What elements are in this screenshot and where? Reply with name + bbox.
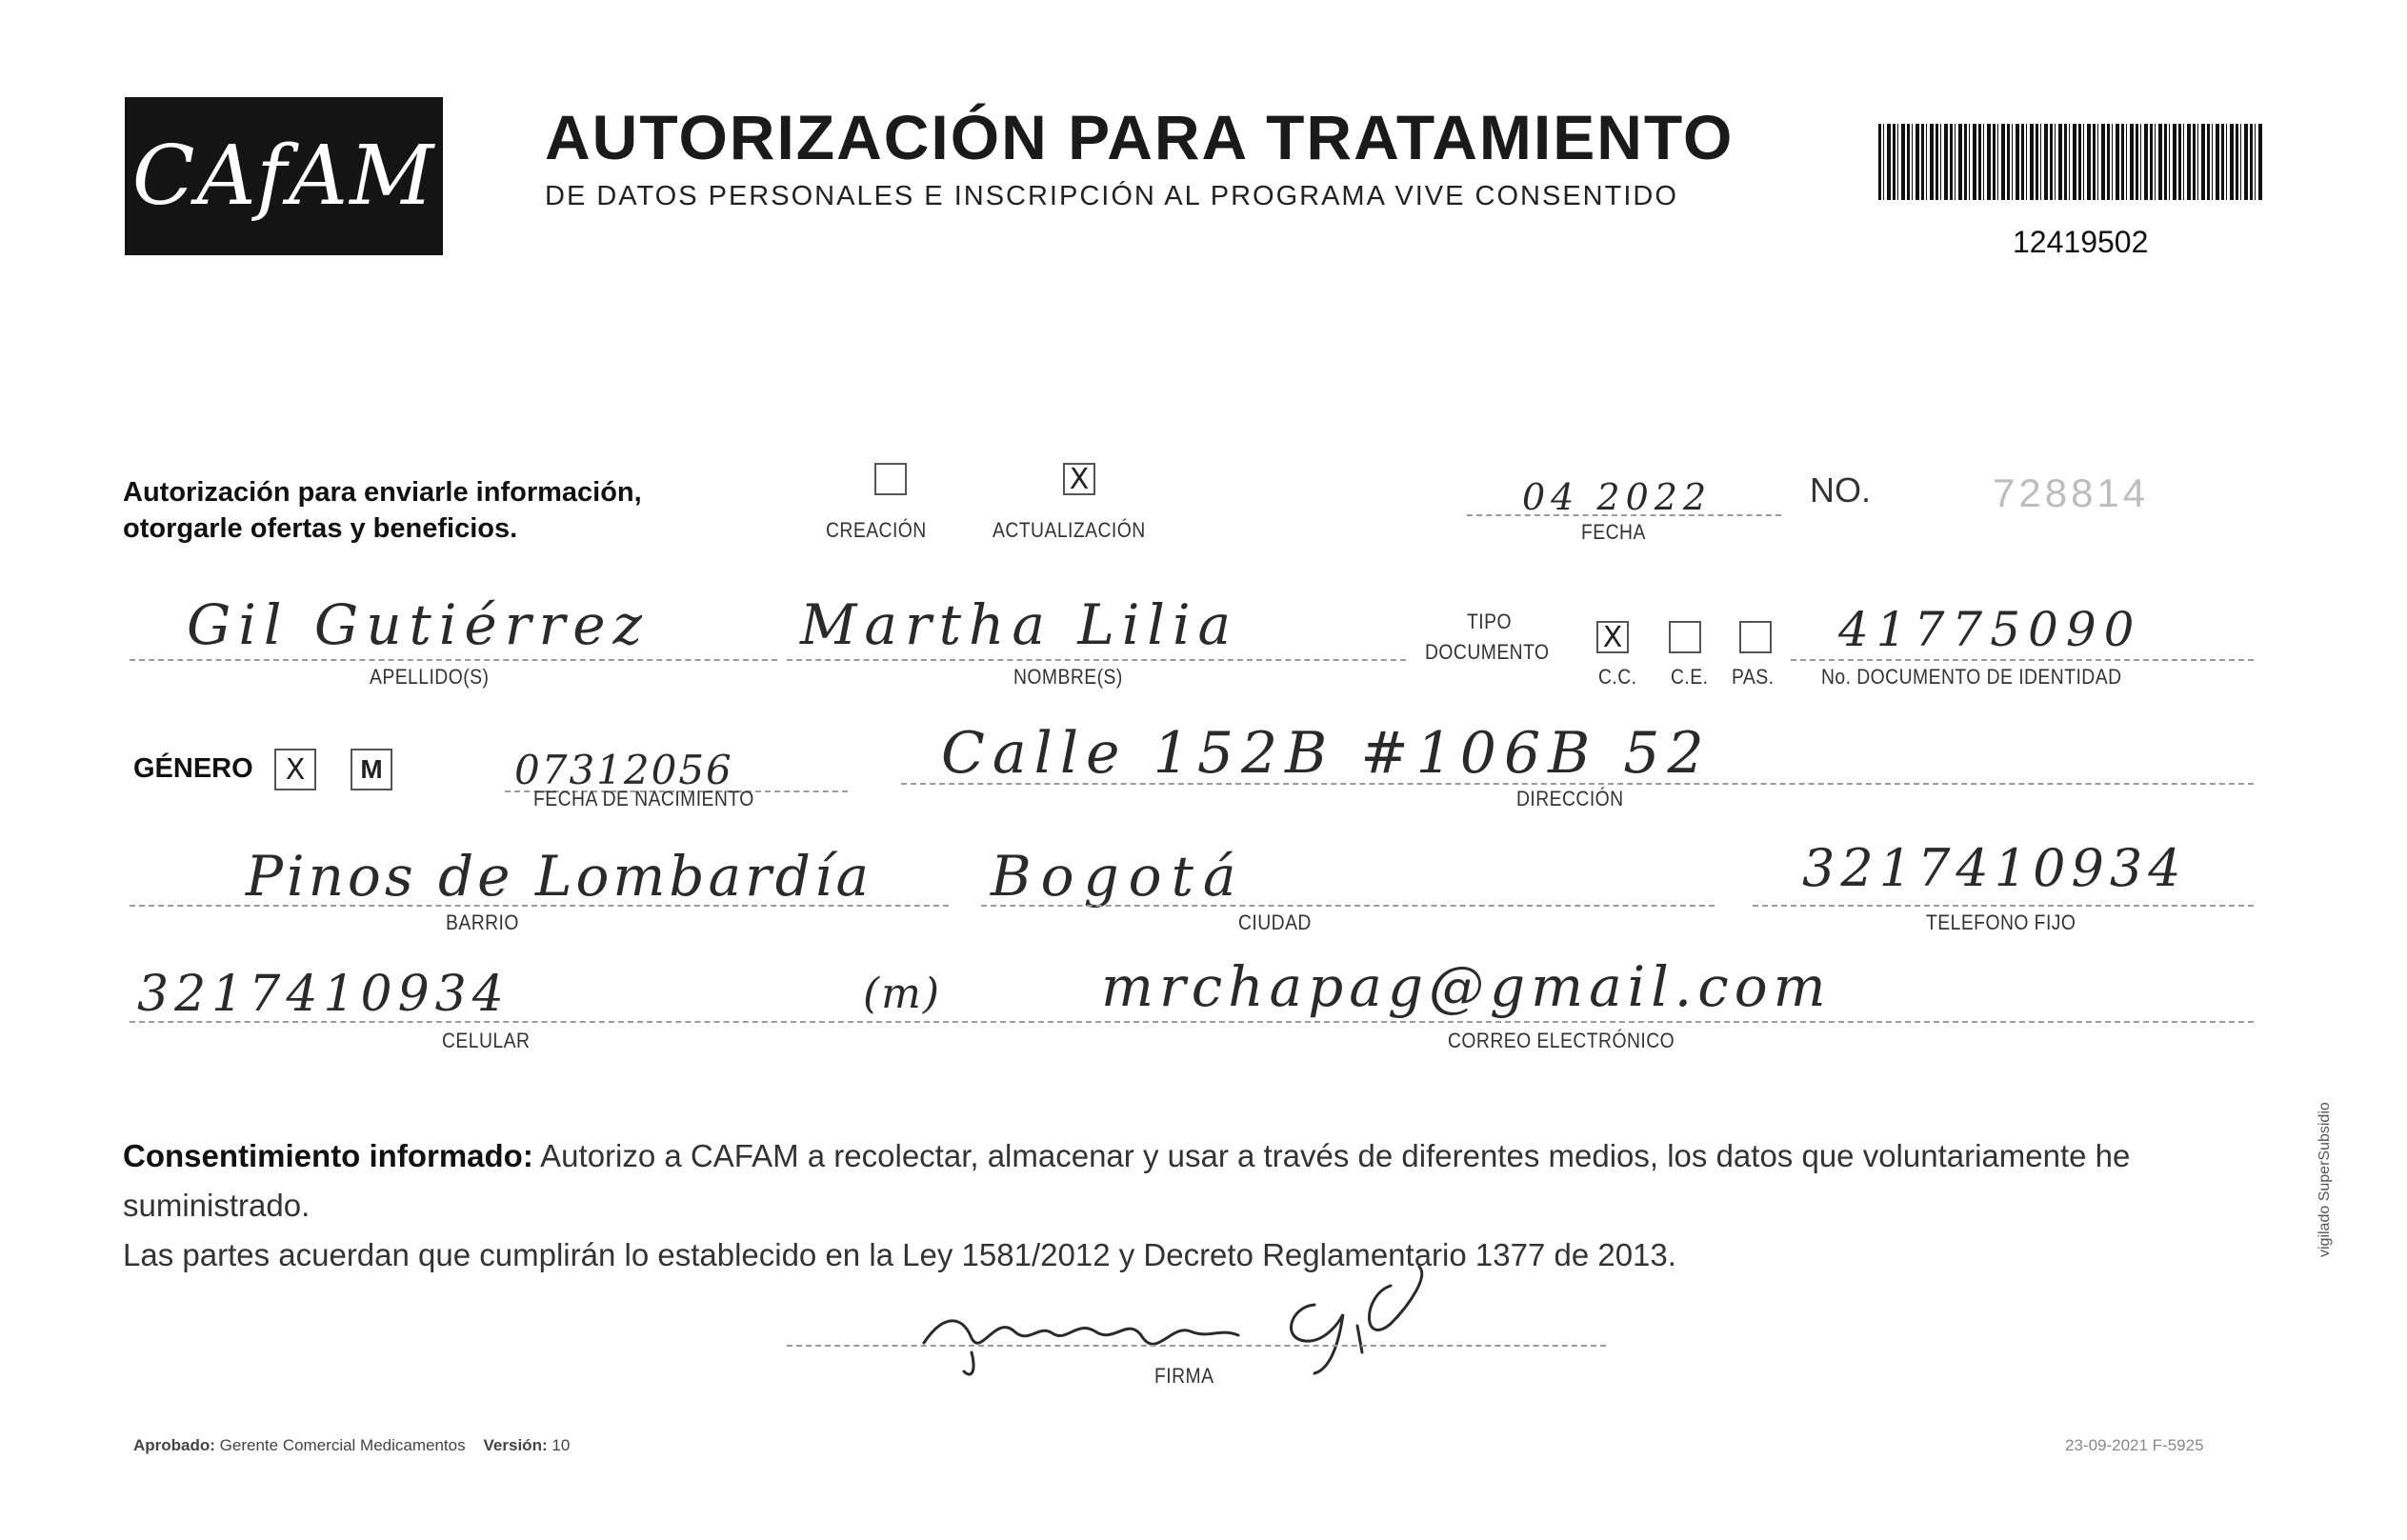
- correo-value[interactable]: mrchapag@gmail.com: [1101, 954, 1832, 1019]
- form-subtitle: DE DATOS PERSONALES E INSCRIPCIÓN AL PROGRAMA VIVE CONSENTIDO: [545, 181, 1678, 211]
- genero-f-checkbox[interactable]: [274, 749, 316, 790]
- ciudad-label: CIUDAD: [1238, 910, 1312, 934]
- nacimiento-value[interactable]: 07312056: [514, 747, 733, 793]
- nacimiento-label: FECHA DE NACIMIENTO: [533, 787, 754, 810]
- apellidos-value[interactable]: Gil Gutiérrez: [187, 592, 651, 657]
- footer-date-code: 23-09-2021 F-5925: [2065, 1436, 2204, 1454]
- actualizacion-label: ACTUALIZACIÓN: [993, 518, 1146, 542]
- correo-line: [781, 1021, 2254, 1023]
- apellidos-label: APELLIDO(S): [370, 665, 490, 689]
- celular-label: CELULAR: [442, 1029, 531, 1052]
- direccion-line: [901, 783, 2254, 785]
- tipo-label-2: DOCUMENTO: [1425, 640, 1550, 664]
- creacion-label: CREACIÓN: [826, 518, 927, 542]
- intro-text: [123, 474, 642, 547]
- tipo-label-1: TIPO: [1467, 610, 1512, 633]
- fecha-line: [1467, 514, 1781, 516]
- intro-line-1: Autorización para enviarle información,: [123, 477, 642, 508]
- intro-line-2: otorgarle ofertas y beneficios.: [123, 513, 518, 544]
- actualizacion-mark: X: [1069, 462, 1090, 496]
- pas-label: PAS.: [1732, 665, 1775, 689]
- correo-prefix: (m): [863, 970, 942, 1018]
- nombres-label: NOMBRE(S): [1013, 665, 1123, 689]
- documento-value[interactable]: 41775090: [1838, 602, 2142, 657]
- correo-label: CORREO ELECTRÓNICO: [1448, 1029, 1675, 1052]
- consent-text-1: Autorizo a CAFAM a recolectar, almacenar y usar a través de diferentes medios, los datos que voluntariamente he suministrado.: [123, 1138, 2131, 1223]
- barrio-value[interactable]: Pinos de Lombardía: [246, 844, 873, 909]
- celular-value[interactable]: 3217410934: [137, 966, 510, 1023]
- ciudad-value[interactable]: Bogotá: [991, 844, 1246, 909]
- logo-text: CAfAM: [131, 129, 436, 224]
- documento-line: [1791, 659, 2254, 661]
- telefono-label: TELEFONO FIJO: [1926, 910, 2076, 934]
- actualizacion-checkbox[interactable]: [1063, 463, 1095, 495]
- direccion-label: DIRECCIÓN: [1516, 787, 1624, 810]
- cc-checkbox[interactable]: [1596, 621, 1629, 653]
- documento-label: No. DOCUMENTO DE IDENTIDAD: [1821, 665, 2122, 689]
- consent-heading: Consentimiento informado:: [123, 1138, 533, 1173]
- footer-vertical-text: vigilado SuperSubsidio: [2317, 1102, 2333, 1257]
- version-label: Versión:: [483, 1436, 548, 1454]
- genero-label: GÉNERO: [133, 753, 253, 784]
- ce-label: C.E.: [1671, 665, 1709, 689]
- genero-m-label: M: [360, 754, 383, 784]
- genero-m-checkbox[interactable]: [351, 749, 392, 790]
- signature-label: FIRMA: [1154, 1364, 1214, 1388]
- direccion-value[interactable]: Calle 152B #106B 52: [941, 720, 1712, 787]
- aprobado-value: Gerente Comercial Medicamentos: [219, 1436, 466, 1454]
- cafam-logo: [125, 97, 443, 255]
- fecha-label: FECHA: [1581, 520, 1646, 544]
- signature-drawing[interactable]: [781, 1257, 1600, 1381]
- barcode-number: 12419502: [2013, 225, 2149, 259]
- genero-f-mark: X: [285, 752, 306, 787]
- creacion-checkbox[interactable]: [874, 463, 907, 495]
- no-label: NO.: [1810, 470, 1872, 510]
- telefono-line: [1753, 905, 2254, 907]
- barrio-line: [130, 905, 949, 907]
- barcode: [1878, 124, 2264, 200]
- consent-line-1: [123, 1131, 2257, 1230]
- version-value: 10: [552, 1436, 571, 1454]
- nombres-value[interactable]: Martha Lilia: [800, 592, 1239, 657]
- fecha-value[interactable]: 04 2022: [1522, 476, 1713, 518]
- cc-mark: X: [1602, 620, 1623, 654]
- ciudad-line: [981, 905, 1715, 907]
- signature-line: [787, 1345, 1606, 1347]
- pas-checkbox[interactable]: [1739, 621, 1772, 653]
- ce-checkbox[interactable]: [1669, 621, 1701, 653]
- cc-label: C.C.: [1598, 665, 1637, 689]
- aprobado-label: Aprobado:: [133, 1436, 215, 1454]
- celular-line: [130, 1021, 796, 1023]
- telefono-value[interactable]: 3217410934: [1802, 838, 2187, 898]
- no-value: 728814: [1993, 470, 2150, 515]
- nombres-line: [787, 659, 1406, 661]
- barrio-label: BARRIO: [446, 910, 519, 934]
- form-title: AUTORIZACIÓN PARA TRATAMIENTO: [545, 102, 1735, 172]
- apellidos-line: [130, 659, 777, 661]
- footer-aprobado: [133, 1436, 570, 1455]
- consent-text-2: Las partes acuerdan que cumplirán lo establecido en la Ley 1581/2012 y Decreto Reglamentario 1377 de 2013.: [123, 1237, 1676, 1272]
